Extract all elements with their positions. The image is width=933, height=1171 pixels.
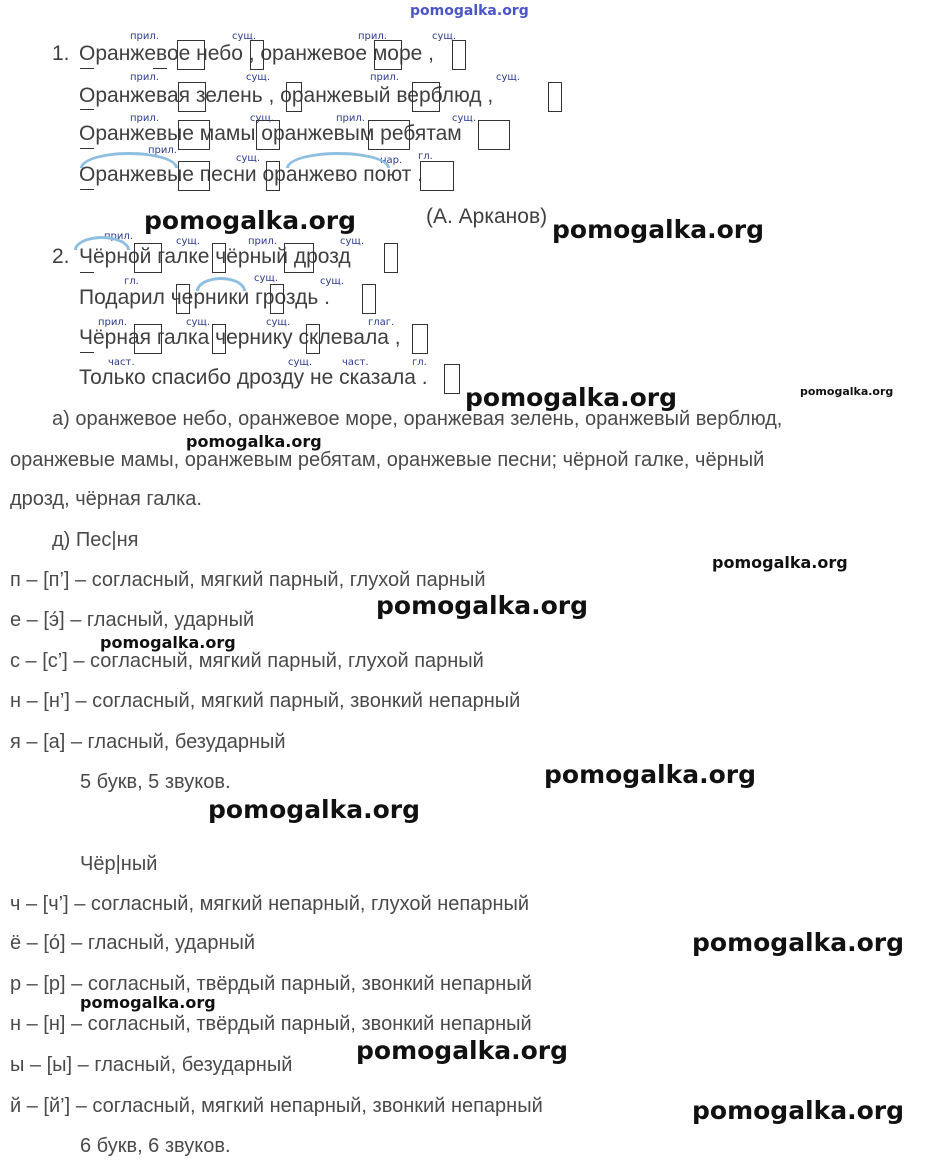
- pos-tag: прил.: [130, 113, 159, 124]
- answer-a-line-3: дрозд, чёрная галка.: [10, 488, 202, 510]
- ending-box: [452, 40, 466, 70]
- sound-row: ы – [ы] – гласный, безударный: [10, 1054, 293, 1076]
- watermark: pomogalka.org: [80, 993, 216, 1012]
- pos-tag: част.: [108, 357, 135, 368]
- ending-box: [134, 324, 162, 354]
- ending-box: [178, 82, 206, 112]
- pos-tag: гл.: [124, 276, 139, 287]
- poem2-line-1: Чёрной галке чёрный дрозд: [79, 245, 351, 268]
- poem2-line-2: Подарил черники гроздь .: [79, 286, 330, 309]
- sound-row: н – [н] – согласный, твёрдый парный, звонкий непарный: [10, 1013, 532, 1035]
- root-underline: [80, 68, 94, 69]
- sound-row: я – [а] – гласный, безударный: [10, 731, 286, 753]
- watermark: pomogalka.org: [552, 215, 765, 244]
- watermark: pomogalka.org: [100, 633, 236, 652]
- pos-tag: сущ.: [250, 113, 275, 124]
- pos-tag: сущ.: [340, 236, 365, 247]
- poem1-line-1: Оранжевое небо , оранжевое море ,: [79, 42, 435, 65]
- analysis-word-heading: д) Пес|ня: [52, 529, 139, 551]
- poem2-number: 2.: [52, 245, 70, 268]
- poem1-line-2: Оранжевая зелень , оранжевый верблюд ,: [79, 84, 494, 107]
- ending-box: [478, 120, 510, 150]
- ending-box: [212, 324, 226, 354]
- watermark: pomogalka.org: [544, 760, 757, 789]
- pos-tag: прил.: [248, 236, 277, 247]
- root-underline: [80, 148, 94, 149]
- answer-a-line-1: а) оранжевое небо, оранжевое море, оранжевая зелень, оранжевый верблюд,: [52, 408, 783, 430]
- ending-box: [212, 243, 226, 273]
- pos-tag: гл.: [412, 357, 427, 368]
- pos-tag: част.: [342, 357, 369, 368]
- ending-box: [256, 120, 280, 150]
- sound-row: п – [п’] – согласный, мягкий парный, глухой парный: [10, 569, 486, 591]
- pos-tag: прил.: [336, 113, 365, 124]
- sound-row: й – [й’] – согласный, мягкий непарный, звонкий непарный: [10, 1095, 543, 1117]
- ending-box: [284, 243, 314, 273]
- pos-tag: нар.: [380, 155, 403, 166]
- pos-tag: прил.: [130, 72, 159, 83]
- pos-tag: сущ.: [246, 72, 271, 83]
- analysis-word-heading: Чёр|ный: [80, 853, 158, 875]
- analysis-summary: 5 букв, 5 звуков.: [80, 771, 231, 793]
- root-underline: [80, 109, 94, 110]
- root-underline: [80, 189, 94, 190]
- pos-tag: сущ.: [266, 317, 291, 328]
- ending-box: [134, 243, 162, 273]
- sound-row: с – [с’] – согласный, мягкий парный, глухой парный: [10, 650, 484, 672]
- pos-tag: прил.: [130, 31, 159, 42]
- pos-tag: сущ.: [232, 31, 257, 42]
- ending-box: [177, 40, 205, 70]
- sound-row: е – [э́] – гласный, ударный: [10, 609, 255, 631]
- ending-box: [178, 120, 210, 150]
- ending-box: [420, 161, 454, 191]
- ending-box: [368, 120, 410, 150]
- watermark: pomogalka.org: [356, 1036, 569, 1065]
- poem1-line-3: Оранжевые мамы оранжевым ребятам: [79, 122, 462, 145]
- ending-box: [412, 82, 440, 112]
- root-underline: [80, 272, 94, 273]
- ending-box: [444, 364, 460, 394]
- watermark: pomogalka.org: [144, 206, 357, 235]
- pos-tag: сущ.: [496, 72, 521, 83]
- poem2-line-3: Чёрная галка чернику склевала ,: [79, 326, 401, 349]
- sound-row: н – [н’] – согласный, мягкий парный, звонкий непарный: [10, 690, 521, 712]
- pos-tag: сущ.: [288, 357, 313, 368]
- ending-box: [384, 243, 398, 273]
- ending-box: [250, 40, 264, 70]
- ending-box: [270, 284, 284, 314]
- pos-tag: сущ.: [320, 276, 345, 287]
- ending-box: [548, 82, 562, 112]
- ending-box: [412, 324, 428, 354]
- answer-a-line-2: оранжевые мамы, оранжевым ребятам, оранжевые песни; чёрной галке, чёрный: [10, 449, 765, 471]
- pos-tag: глаг.: [368, 317, 395, 328]
- ending-box: [286, 82, 302, 112]
- watermark: pomogalka.org: [712, 553, 848, 572]
- watermark: pomogalka.org: [692, 928, 905, 957]
- ending-box: [266, 161, 280, 191]
- root-arc: [196, 277, 246, 291]
- pos-tag: сущ.: [176, 236, 201, 247]
- sound-row: ч – [ч’] – согласный, мягкий непарный, глухой непарный: [10, 893, 530, 915]
- sound-row: ё – [о́] – гласный, ударный: [10, 932, 256, 954]
- poem1-line-4: Оранжевые песни оранжево поют .: [79, 163, 423, 186]
- pos-tag: сущ.: [254, 273, 279, 284]
- pos-tag: прил.: [370, 72, 399, 83]
- top-watermark: pomogalka.org: [410, 3, 529, 19]
- pos-tag: гл.: [418, 151, 433, 162]
- poem2-line-4: Только спасибо дрозду не сказала .: [79, 366, 428, 389]
- watermark: pomogalka.org: [208, 795, 421, 824]
- ending-box: [178, 161, 210, 191]
- poem1-number: 1.: [52, 42, 70, 65]
- ending-box: [176, 284, 190, 314]
- root-underline: [153, 68, 167, 69]
- pos-tag: сущ.: [452, 113, 477, 124]
- pos-tag: прил.: [104, 231, 133, 242]
- watermark: pomogalka.org: [800, 385, 894, 398]
- watermark: pomogalka.org: [692, 1096, 905, 1125]
- pos-tag: сущ.: [432, 31, 457, 42]
- ending-box: [306, 324, 320, 354]
- root-underline: [80, 352, 94, 353]
- pos-tag: прил.: [148, 145, 177, 156]
- watermark: pomogalka.org: [186, 432, 322, 451]
- pos-tag: прил.: [358, 31, 387, 42]
- ending-box: [374, 40, 402, 70]
- sound-row: р – [р] – согласный, твёрдый парный, звонкий непарный: [10, 973, 532, 995]
- analysis-summary: 6 букв, 6 звуков.: [80, 1135, 231, 1157]
- watermark: pomogalka.org: [465, 383, 678, 412]
- pos-tag: прил.: [98, 317, 127, 328]
- pos-tag: сущ.: [186, 317, 211, 328]
- pos-tag: сущ.: [236, 153, 261, 164]
- watermark: pomogalka.org: [376, 591, 589, 620]
- poem1-author: (А. Арканов): [426, 205, 548, 228]
- ending-box: [362, 284, 376, 314]
- root-arc: [286, 152, 390, 168]
